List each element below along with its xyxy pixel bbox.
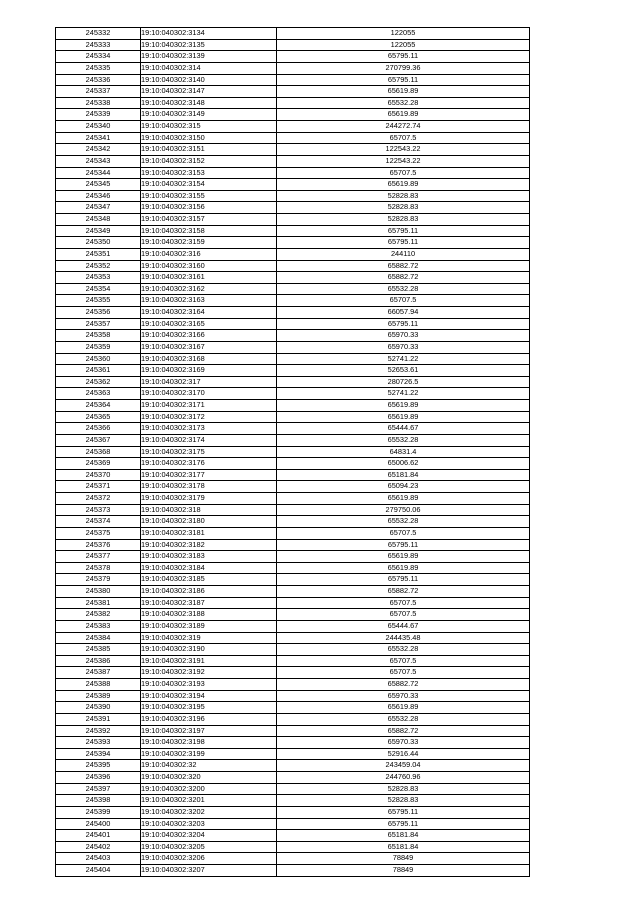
value-cell: 64831.4 — [277, 446, 530, 458]
table-row — [56, 760, 530, 772]
cadastral-number-cell: 19:10:040302:3201 — [141, 795, 277, 807]
cadastral-number-cell: 19:10:040302:3178 — [141, 481, 277, 493]
table-row — [56, 388, 530, 400]
table-row — [56, 539, 530, 551]
table-row — [56, 283, 530, 295]
value-cell: 65444.67 — [277, 423, 530, 435]
table-row — [56, 841, 530, 853]
value-cell: 279750.06 — [277, 504, 530, 516]
row-number-cell: 245388 — [56, 679, 141, 691]
cadastral-number-cell: 19:10:040302:3161 — [141, 272, 277, 284]
value-cell: 65970.33 — [277, 737, 530, 749]
cadastral-number-cell: 19:10:040302:3140 — [141, 74, 277, 86]
cadastral-number-cell: 19:10:040302:3147 — [141, 86, 277, 98]
table-row — [56, 341, 530, 353]
row-number-cell: 245354 — [56, 283, 141, 295]
value-cell: 122543.22 — [277, 144, 530, 156]
value-cell: 65882.72 — [277, 679, 530, 691]
table-row — [56, 179, 530, 191]
cadastral-number-cell: 19:10:040302:3168 — [141, 353, 277, 365]
value-cell: 78849 — [277, 865, 530, 877]
cadastral-number-cell: 19:10:040302:3190 — [141, 644, 277, 656]
row-number-cell: 245380 — [56, 586, 141, 598]
row-number-cell: 245371 — [56, 481, 141, 493]
row-number-cell: 245367 — [56, 434, 141, 446]
value-cell: 65619.89 — [277, 493, 530, 505]
row-number-cell: 245401 — [56, 830, 141, 842]
row-number-cell: 245346 — [56, 190, 141, 202]
cadastral-number-cell: 19:10:040302:3189 — [141, 620, 277, 632]
value-cell: 52653.61 — [277, 365, 530, 377]
value-cell: 65882.72 — [277, 586, 530, 598]
cadastral-number-cell: 19:10:040302:314 — [141, 62, 277, 74]
row-number-cell: 245366 — [56, 423, 141, 435]
value-cell: 65882.72 — [277, 260, 530, 272]
row-number-cell: 245333 — [56, 39, 141, 51]
value-cell: 65707.5 — [277, 667, 530, 679]
value-cell: 65707.5 — [277, 295, 530, 307]
table-row — [56, 772, 530, 784]
cadastral-number-cell: 19:10:040302:3135 — [141, 39, 277, 51]
cadastral-number-cell: 19:10:040302:3173 — [141, 423, 277, 435]
cadastral-number-cell: 19:10:040302:3156 — [141, 202, 277, 214]
table-row — [56, 818, 530, 830]
row-number-cell: 245344 — [56, 167, 141, 179]
row-number-cell: 245396 — [56, 772, 141, 784]
value-cell: 65970.33 — [277, 690, 530, 702]
table-row — [56, 97, 530, 109]
table-row — [56, 307, 530, 319]
table-row — [56, 586, 530, 598]
table-row — [56, 318, 530, 330]
cadastral-number-cell: 19:10:040302:3134 — [141, 28, 277, 40]
table-row — [56, 690, 530, 702]
row-number-cell: 245398 — [56, 795, 141, 807]
cadastral-number-cell: 19:10:040302:3194 — [141, 690, 277, 702]
cadastral-number-cell: 19:10:040302:3169 — [141, 365, 277, 377]
cadastral-number-cell: 19:10:040302:3192 — [141, 667, 277, 679]
table-row — [56, 248, 530, 260]
cadastral-number-cell: 19:10:040302:3175 — [141, 446, 277, 458]
table-row — [56, 109, 530, 121]
row-number-cell: 245349 — [56, 225, 141, 237]
cadastral-number-cell: 19:10:040302:3203 — [141, 818, 277, 830]
row-number-cell: 245390 — [56, 702, 141, 714]
row-number-cell: 245356 — [56, 307, 141, 319]
cadastral-number-cell: 19:10:040302:3148 — [141, 97, 277, 109]
table-row — [56, 644, 530, 656]
row-number-cell: 245336 — [56, 74, 141, 86]
cadastral-number-cell: 19:10:040302:3183 — [141, 551, 277, 563]
cadastral-number-cell: 19:10:040302:3155 — [141, 190, 277, 202]
row-number-cell: 245362 — [56, 376, 141, 388]
table-row — [56, 655, 530, 667]
value-cell: 65619.89 — [277, 109, 530, 121]
table-row — [56, 376, 530, 388]
table-row — [56, 551, 530, 563]
table-row — [56, 725, 530, 737]
row-number-cell: 245339 — [56, 109, 141, 121]
row-number-cell: 245355 — [56, 295, 141, 307]
value-cell: 65619.89 — [277, 86, 530, 98]
value-cell: 65795.11 — [277, 574, 530, 586]
cadastral-number-cell: 19:10:040302:3198 — [141, 737, 277, 749]
row-number-cell: 245379 — [56, 574, 141, 586]
cadastral-number-cell: 19:10:040302:3160 — [141, 260, 277, 272]
value-cell: 65619.89 — [277, 179, 530, 191]
cadastral-number-cell: 19:10:040302:3176 — [141, 458, 277, 470]
row-number-cell: 245399 — [56, 806, 141, 818]
row-number-cell: 245358 — [56, 330, 141, 342]
table-row — [56, 469, 530, 481]
value-cell: 65707.5 — [277, 597, 530, 609]
value-cell: 65707.5 — [277, 167, 530, 179]
table-row — [56, 679, 530, 691]
row-number-cell: 245377 — [56, 551, 141, 563]
cadastral-number-cell: 19:10:040302:3162 — [141, 283, 277, 295]
cadastral-number-cell: 19:10:040302:3202 — [141, 806, 277, 818]
value-cell: 65532.28 — [277, 713, 530, 725]
value-cell: 65532.28 — [277, 283, 530, 295]
table-row — [56, 527, 530, 539]
cadastral-number-cell: 19:10:040302:3166 — [141, 330, 277, 342]
value-cell: 270799.36 — [277, 62, 530, 74]
cadastral-number-cell: 19:10:040302:3153 — [141, 167, 277, 179]
row-number-cell: 245360 — [56, 353, 141, 365]
cadastral-number-cell: 19:10:040302:3204 — [141, 830, 277, 842]
cadastral-number-cell: 19:10:040302:3165 — [141, 318, 277, 330]
row-number-cell: 245393 — [56, 737, 141, 749]
cadastral-number-cell: 19:10:040302:319 — [141, 632, 277, 644]
value-cell: 65795.11 — [277, 74, 530, 86]
row-number-cell: 245352 — [56, 260, 141, 272]
row-number-cell: 245394 — [56, 748, 141, 760]
value-cell: 65619.89 — [277, 400, 530, 412]
value-cell: 65707.5 — [277, 132, 530, 144]
cadastral-number-cell: 19:10:040302:3177 — [141, 469, 277, 481]
row-number-cell: 245364 — [56, 400, 141, 412]
row-number-cell: 245348 — [56, 214, 141, 226]
table-row — [56, 620, 530, 632]
table-row — [56, 260, 530, 272]
value-cell: 65970.33 — [277, 330, 530, 342]
table-body — [56, 28, 530, 877]
row-number-cell: 245403 — [56, 853, 141, 865]
cadastral-number-cell: 19:10:040302:3163 — [141, 295, 277, 307]
table-row — [56, 446, 530, 458]
value-cell: 280726.5 — [277, 376, 530, 388]
value-cell: 52741.22 — [277, 353, 530, 365]
table-row — [56, 516, 530, 528]
table-row — [56, 28, 530, 40]
table-row — [56, 609, 530, 621]
value-cell: 52828.83 — [277, 214, 530, 226]
table-row — [56, 713, 530, 725]
value-cell: 65532.28 — [277, 434, 530, 446]
value-cell: 65619.89 — [277, 551, 530, 563]
cadastral-number-cell: 19:10:040302:3182 — [141, 539, 277, 551]
cadastral-number-cell: 19:10:040302:3181 — [141, 527, 277, 539]
row-number-cell: 245392 — [56, 725, 141, 737]
row-number-cell: 245372 — [56, 493, 141, 505]
cadastral-number-cell: 19:10:040302:3199 — [141, 748, 277, 760]
table-row — [56, 783, 530, 795]
value-cell: 65532.28 — [277, 644, 530, 656]
table-row — [56, 481, 530, 493]
cadastral-number-cell: 19:10:040302:315 — [141, 121, 277, 133]
value-cell: 52741.22 — [277, 388, 530, 400]
cadastral-number-cell: 19:10:040302:3154 — [141, 179, 277, 191]
cadastral-number-cell: 19:10:040302:320 — [141, 772, 277, 784]
value-cell: 122543.22 — [277, 155, 530, 167]
value-cell: 65532.28 — [277, 516, 530, 528]
cadastral-number-cell: 19:10:040302:3158 — [141, 225, 277, 237]
value-cell: 65795.11 — [277, 237, 530, 249]
table-row — [56, 865, 530, 877]
cadastral-number-cell: 19:10:040302:3174 — [141, 434, 277, 446]
row-number-cell: 245357 — [56, 318, 141, 330]
table-row — [56, 853, 530, 865]
cadastral-number-cell: 19:10:040302:3180 — [141, 516, 277, 528]
value-cell: 122055 — [277, 39, 530, 51]
value-cell: 244760.96 — [277, 772, 530, 784]
value-cell: 122055 — [277, 28, 530, 40]
row-number-cell: 245374 — [56, 516, 141, 528]
row-number-cell: 245404 — [56, 865, 141, 877]
row-number-cell: 245402 — [56, 841, 141, 853]
row-number-cell: 245383 — [56, 620, 141, 632]
table-row — [56, 190, 530, 202]
table-row — [56, 458, 530, 470]
cadastral-number-cell: 19:10:040302:3164 — [141, 307, 277, 319]
cadastral-number-cell: 19:10:040302:3191 — [141, 655, 277, 667]
row-number-cell: 245385 — [56, 644, 141, 656]
table-row — [56, 806, 530, 818]
row-number-cell: 245369 — [56, 458, 141, 470]
table-row — [56, 702, 530, 714]
table-row — [56, 830, 530, 842]
table-row — [56, 132, 530, 144]
table-row — [56, 632, 530, 644]
value-cell: 52828.83 — [277, 783, 530, 795]
row-number-cell: 245395 — [56, 760, 141, 772]
row-number-cell: 245342 — [56, 144, 141, 156]
value-cell: 65795.11 — [277, 51, 530, 63]
row-number-cell: 245334 — [56, 51, 141, 63]
table-row — [56, 504, 530, 516]
value-cell: 65795.11 — [277, 806, 530, 818]
row-number-cell: 245375 — [56, 527, 141, 539]
cadastral-number-cell: 19:10:040302:3172 — [141, 411, 277, 423]
table-row — [56, 434, 530, 446]
table-row — [56, 353, 530, 365]
cadastral-number-cell: 19:10:040302:3139 — [141, 51, 277, 63]
value-cell: 65707.5 — [277, 655, 530, 667]
table-row — [56, 562, 530, 574]
table-row — [56, 62, 530, 74]
table-row — [56, 423, 530, 435]
table-row — [56, 295, 530, 307]
cadastral-number-cell: 19:10:040302:3179 — [141, 493, 277, 505]
cadastral-number-cell: 19:10:040302:318 — [141, 504, 277, 516]
cadastral-number-cell: 19:10:040302:3185 — [141, 574, 277, 586]
cadastral-number-cell: 19:10:040302:3195 — [141, 702, 277, 714]
row-number-cell: 245391 — [56, 713, 141, 725]
table-row — [56, 748, 530, 760]
cadastral-number-cell: 19:10:040302:3150 — [141, 132, 277, 144]
value-cell: 65532.28 — [277, 97, 530, 109]
value-cell: 244272.74 — [277, 121, 530, 133]
table-row — [56, 144, 530, 156]
row-number-cell: 245335 — [56, 62, 141, 74]
row-number-cell: 245370 — [56, 469, 141, 481]
value-cell: 65181.84 — [277, 841, 530, 853]
cadastral-number-cell: 19:10:040302:3197 — [141, 725, 277, 737]
cadastral-number-cell: 19:10:040302:3151 — [141, 144, 277, 156]
cadastral-number-cell: 19:10:040302:3157 — [141, 214, 277, 226]
row-number-cell: 245332 — [56, 28, 141, 40]
value-cell: 65970.33 — [277, 341, 530, 353]
value-cell: 65006.62 — [277, 458, 530, 470]
cadastral-number-cell: 19:10:040302:3206 — [141, 853, 277, 865]
value-cell: 66057.94 — [277, 307, 530, 319]
value-cell: 65707.5 — [277, 527, 530, 539]
value-cell: 65882.72 — [277, 272, 530, 284]
value-cell: 65619.89 — [277, 411, 530, 423]
row-number-cell: 245386 — [56, 655, 141, 667]
table-row — [56, 574, 530, 586]
table-row — [56, 365, 530, 377]
table-row — [56, 202, 530, 214]
table-row — [56, 795, 530, 807]
row-number-cell: 245400 — [56, 818, 141, 830]
row-number-cell: 245343 — [56, 155, 141, 167]
cadastral-number-cell: 19:10:040302:3188 — [141, 609, 277, 621]
cadastral-number-cell: 19:10:040302:3205 — [141, 841, 277, 853]
row-number-cell: 245345 — [56, 179, 141, 191]
table-row — [56, 214, 530, 226]
cadastral-number-cell: 19:10:040302:3207 — [141, 865, 277, 877]
value-cell: 244435.48 — [277, 632, 530, 644]
value-cell: 52828.83 — [277, 202, 530, 214]
row-number-cell: 245368 — [56, 446, 141, 458]
row-number-cell: 245378 — [56, 562, 141, 574]
value-cell: 243459.04 — [277, 760, 530, 772]
cadastral-number-cell: 19:10:040302:3149 — [141, 109, 277, 121]
row-number-cell: 245361 — [56, 365, 141, 377]
cadastral-number-cell: 19:10:040302:3159 — [141, 237, 277, 249]
table-row — [56, 400, 530, 412]
table-row — [56, 237, 530, 249]
cadastral-number-cell: 19:10:040302:3193 — [141, 679, 277, 691]
row-number-cell: 245363 — [56, 388, 141, 400]
row-number-cell: 245341 — [56, 132, 141, 144]
cadastral-number-cell: 19:10:040302:3152 — [141, 155, 277, 167]
data-table — [55, 27, 530, 877]
value-cell: 65094.23 — [277, 481, 530, 493]
cadastral-number-cell: 19:10:040302:317 — [141, 376, 277, 388]
row-number-cell: 245373 — [56, 504, 141, 516]
row-number-cell: 245347 — [56, 202, 141, 214]
table-row — [56, 493, 530, 505]
cadastral-number-cell: 19:10:040302:3167 — [141, 341, 277, 353]
table-row — [56, 86, 530, 98]
table-row — [56, 737, 530, 749]
row-number-cell: 245365 — [56, 411, 141, 423]
value-cell: 65444.67 — [277, 620, 530, 632]
row-number-cell: 245389 — [56, 690, 141, 702]
table-row — [56, 272, 530, 284]
row-number-cell: 245382 — [56, 609, 141, 621]
cadastral-number-cell: 19:10:040302:3184 — [141, 562, 277, 574]
table-row — [56, 225, 530, 237]
table-row — [56, 39, 530, 51]
table-row — [56, 167, 530, 179]
row-number-cell: 245387 — [56, 667, 141, 679]
table-row — [56, 155, 530, 167]
cadastral-number-cell: 19:10:040302:316 — [141, 248, 277, 260]
value-cell: 65795.11 — [277, 539, 530, 551]
value-cell: 65795.11 — [277, 225, 530, 237]
value-cell: 78849 — [277, 853, 530, 865]
row-number-cell: 245338 — [56, 97, 141, 109]
table-row — [56, 597, 530, 609]
cadastral-number-cell: 19:10:040302:3187 — [141, 597, 277, 609]
cadastral-number-cell: 19:10:040302:3200 — [141, 783, 277, 795]
cadastral-number-cell: 19:10:040302:3186 — [141, 586, 277, 598]
value-cell: 65795.11 — [277, 818, 530, 830]
row-number-cell: 245351 — [56, 248, 141, 260]
value-cell: 65619.89 — [277, 702, 530, 714]
cadastral-number-cell: 19:10:040302:3171 — [141, 400, 277, 412]
row-number-cell: 245359 — [56, 341, 141, 353]
cadastral-number-cell: 19:10:040302:3170 — [141, 388, 277, 400]
cadastral-number-cell: 19:10:040302:3196 — [141, 713, 277, 725]
value-cell: 52828.83 — [277, 190, 530, 202]
cadastral-number-cell: 19:10:040302:32 — [141, 760, 277, 772]
row-number-cell: 245340 — [56, 121, 141, 133]
value-cell: 65795.11 — [277, 318, 530, 330]
value-cell: 52828.83 — [277, 795, 530, 807]
row-number-cell: 245353 — [56, 272, 141, 284]
row-number-cell: 245376 — [56, 539, 141, 551]
table-row — [56, 330, 530, 342]
value-cell: 65181.84 — [277, 469, 530, 481]
row-number-cell: 245337 — [56, 86, 141, 98]
value-cell: 65181.84 — [277, 830, 530, 842]
table-row — [56, 411, 530, 423]
value-cell: 65882.72 — [277, 725, 530, 737]
row-number-cell: 245350 — [56, 237, 141, 249]
value-cell: 52916.44 — [277, 748, 530, 760]
row-number-cell: 245397 — [56, 783, 141, 795]
table-row — [56, 121, 530, 133]
value-cell: 65619.89 — [277, 562, 530, 574]
table-row — [56, 74, 530, 86]
row-number-cell: 245384 — [56, 632, 141, 644]
table-row — [56, 51, 530, 63]
table-row — [56, 667, 530, 679]
row-number-cell: 245381 — [56, 597, 141, 609]
value-cell: 244110 — [277, 248, 530, 260]
value-cell: 65707.5 — [277, 609, 530, 621]
